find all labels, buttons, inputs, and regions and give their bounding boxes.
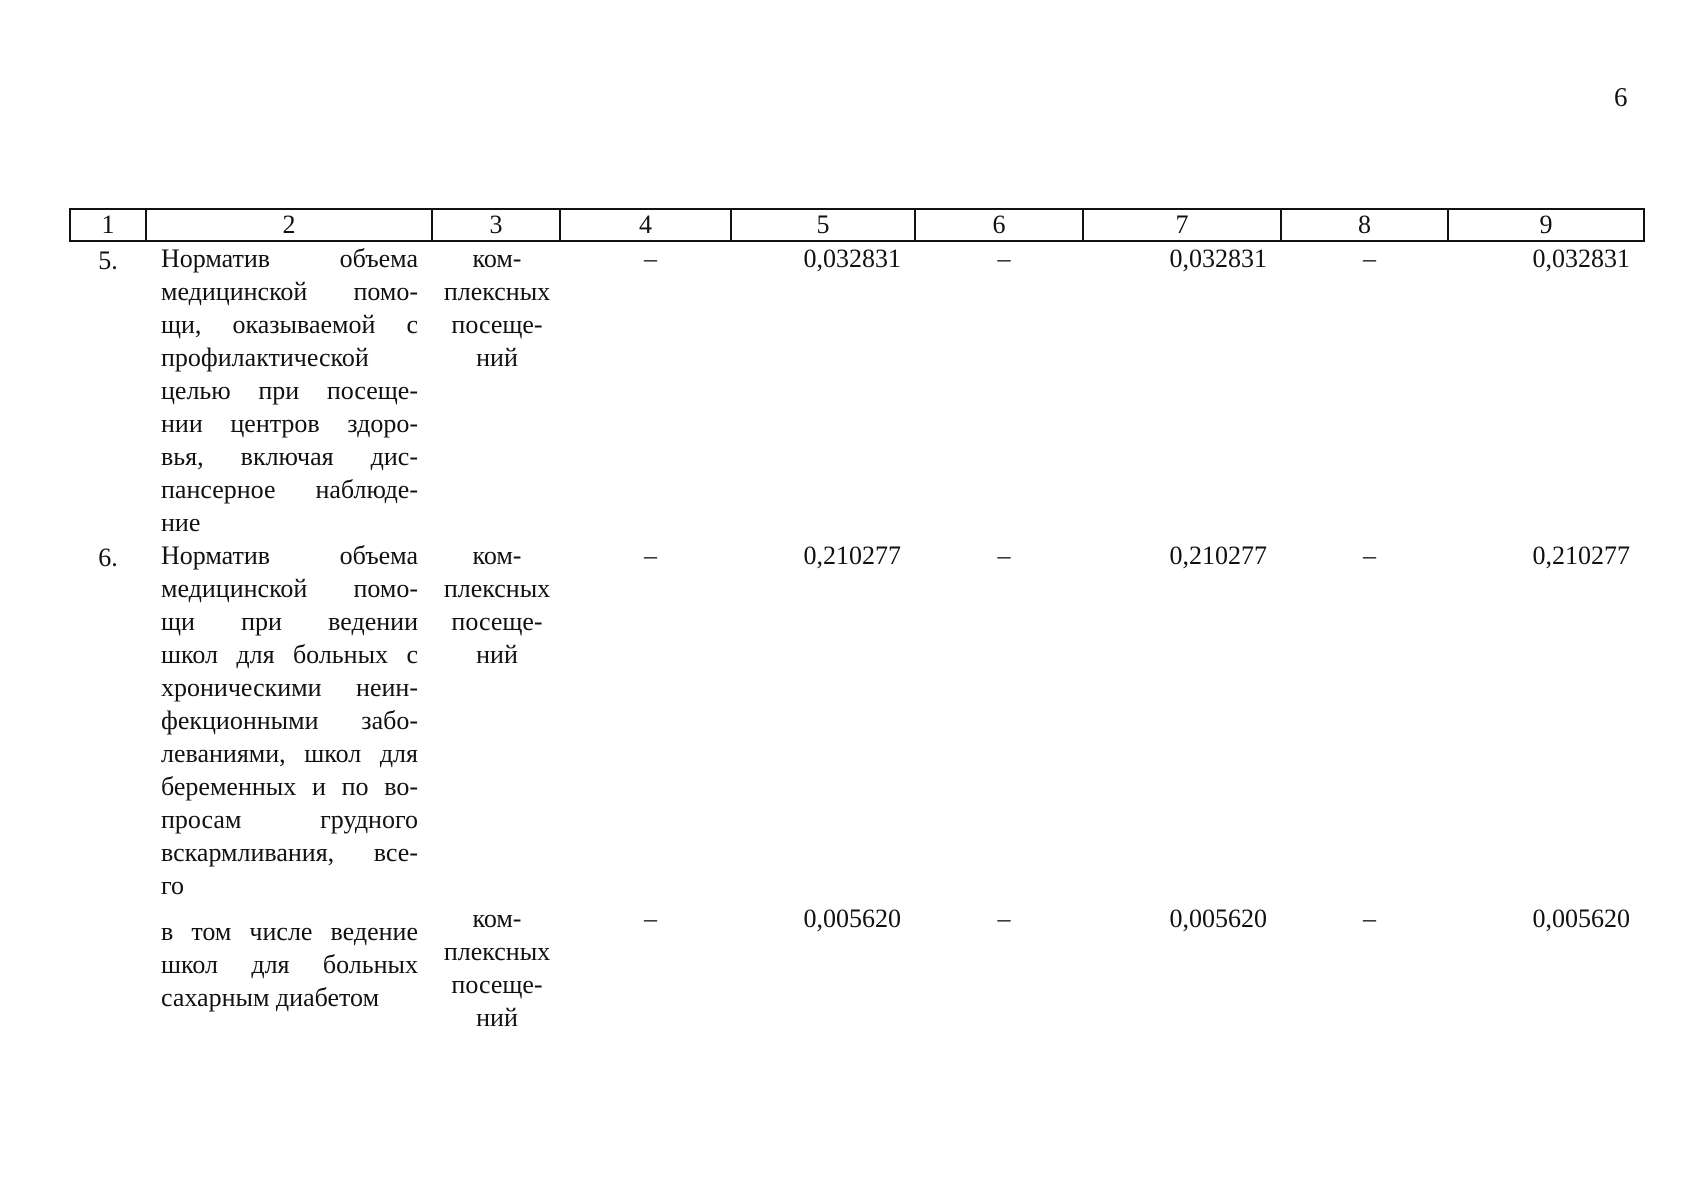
unit-line: посеще- — [451, 310, 543, 339]
row-number: 5. — [98, 246, 118, 275]
unit-of-measure — [432, 539, 560, 902]
indicator-name-line: беременных и по во- — [161, 772, 418, 801]
column-header: 3 — [432, 209, 560, 241]
value-col7: 0,032831 — [1169, 244, 1267, 273]
table-row — [70, 539, 1644, 902]
unit-line: ний — [476, 343, 518, 372]
unit-line: ний — [476, 640, 518, 669]
value-col9: 0,210277 — [1532, 541, 1630, 570]
indicator-name — [146, 902, 432, 1034]
unit-of-measure — [432, 902, 560, 1034]
column-header: 9 — [1448, 209, 1644, 241]
indicator-name — [146, 241, 432, 539]
value-col6: – — [997, 904, 1011, 933]
unit-line: плексных — [443, 277, 551, 306]
value-col4: – — [644, 541, 657, 570]
indicator-name-line: ние — [161, 508, 201, 537]
page-number: 6 — [1614, 82, 1628, 112]
row-number — [70, 902, 146, 1034]
indicator-name-line: школ для больных — [161, 950, 418, 979]
indicator-name-line: профилактической — [161, 343, 369, 372]
indicator-name-line: целью при посеще- — [161, 376, 418, 405]
column-header: 1 — [70, 209, 146, 241]
indicator-name-line: вскармливания, все- — [161, 838, 418, 867]
value-col4: – — [644, 904, 657, 933]
value-col9: 0,005620 — [1532, 904, 1630, 933]
norms-table — [69, 208, 1645, 1034]
unit-line: ком- — [472, 244, 522, 273]
norms-table-container — [69, 208, 1643, 1034]
row-number: 6. — [98, 543, 118, 572]
indicator-name-line: просам грудного — [161, 805, 418, 834]
unit-line: посеще- — [451, 607, 543, 636]
indicator-name-line: щи, оказываемой с — [161, 310, 418, 339]
unit-line: ком- — [472, 541, 522, 570]
value-col4: – — [644, 244, 657, 273]
indicator-name-line: нии центров здоро- — [161, 409, 418, 438]
value-col8: – — [1363, 904, 1376, 933]
column-header: 8 — [1281, 209, 1448, 241]
table-row — [70, 241, 1644, 539]
unit-of-measure — [432, 241, 560, 539]
value-col8: – — [1363, 244, 1376, 273]
indicator-name-line: Норматив объема — [161, 244, 418, 273]
column-header: 2 — [146, 209, 432, 241]
indicator-name-line: леваниями, школ для — [161, 739, 418, 768]
indicator-name-line: го — [161, 871, 185, 900]
column-header: 4 — [560, 209, 731, 241]
indicator-name-line: щи при ведении — [161, 607, 418, 636]
value-col8: – — [1363, 541, 1376, 570]
indicator-name-line: медицинской помо- — [161, 574, 418, 603]
indicator-name-line: хроническими неин- — [161, 673, 418, 702]
value-col5: 0,032831 — [803, 244, 901, 273]
value-col9: 0,032831 — [1532, 244, 1630, 273]
unit-line: ний — [476, 1003, 518, 1032]
table-row — [70, 902, 1644, 1034]
column-header: 7 — [1083, 209, 1281, 241]
value-col6: – — [997, 541, 1011, 570]
unit-line: ком- — [472, 904, 522, 933]
value-col5: 0,210277 — [803, 541, 901, 570]
indicator-name-line: Норматив объема — [161, 541, 418, 570]
indicator-name-line: в том числе ведение — [161, 917, 418, 946]
indicator-name-line: вья, включая дис- — [161, 442, 418, 471]
value-col5: 0,005620 — [803, 904, 901, 933]
value-col6: – — [997, 244, 1011, 273]
indicator-name-line: сахарным диабетом — [161, 983, 380, 1012]
unit-line: плексных — [443, 574, 551, 603]
value-col7: 0,210277 — [1169, 541, 1267, 570]
unit-line: посеще- — [451, 970, 543, 999]
indicator-name-line: медицинской помо- — [161, 277, 418, 306]
indicator-name-line: фекционными забо- — [161, 706, 418, 735]
column-header: 6 — [915, 209, 1083, 241]
indicator-name — [146, 539, 432, 902]
value-col7: 0,005620 — [1169, 904, 1267, 933]
column-header: 5 — [731, 209, 915, 241]
indicator-name-line: школ для больных с — [161, 640, 418, 669]
indicator-name-line: пансерное наблюде- — [161, 475, 418, 504]
unit-line: плексных — [443, 937, 551, 966]
table-header-row — [70, 209, 1644, 241]
